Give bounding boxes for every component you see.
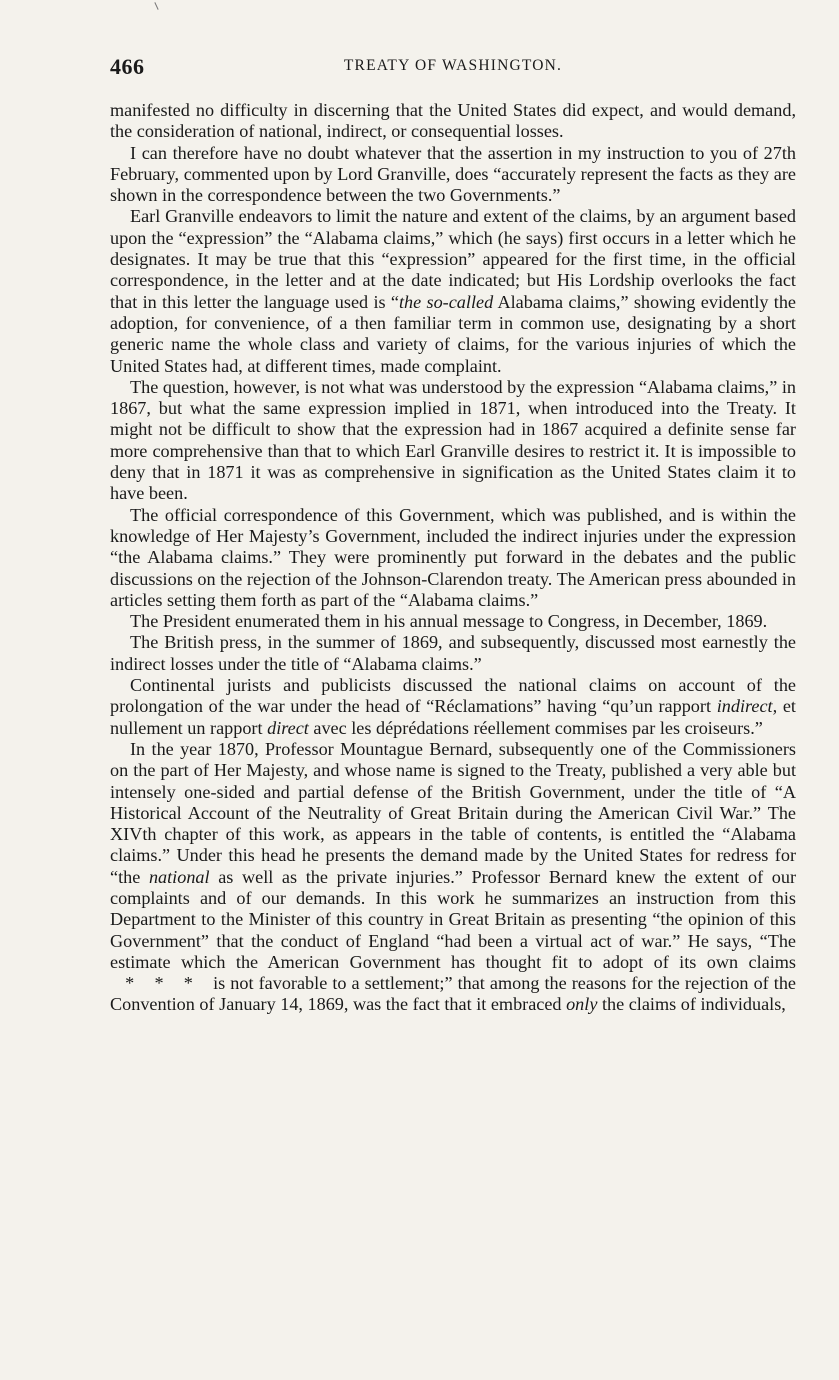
italic-text: indirect, bbox=[716, 696, 778, 717]
paragraph-text: The question, however, is not what was understood by the expression “Alabama claims,” in 1867, but what the same expression implied in 1871, when introduced into the Treaty. It might not be difficult to show that the expression had in 1867 acquired a definite sense far more comprehensive than that to which Earl Granville desires to restrict it. It is impossible to deny that in 1871 it was as comprehensive in signification as the United States claim it to have been. bbox=[110, 376, 796, 504]
body-text bbox=[110, 100, 796, 1016]
running-head bbox=[110, 54, 796, 78]
paragraph bbox=[110, 675, 796, 739]
paragraph-text: avec les déprédations réellement commises par les croiseurs.” bbox=[308, 717, 763, 738]
paragraph-text: as well as the private injuries.” Professor Bernard knew the extent of our complaints and of our demands. In this work he summarizes an instruction from this Department to the Minister of this country in Great Britain as presenting “the opinion of this Government” that the conduct of England “had been a virtual act of war.” He says, “The estimate which the American Government has thought fit to adopt of its own claims * * * is not favorable to a settlement;” that among the reasons for the rejection of the Convention of January 14, 1869, was the fact that it embraced bbox=[110, 866, 797, 1015]
paragraph bbox=[110, 739, 796, 1016]
paragraph-text: manifested no difficulty in discerning that the United States did expect, and would demand, the consideration of national, indirect, or consequential losses. bbox=[110, 100, 796, 142]
paragraph bbox=[110, 632, 796, 675]
paragraph bbox=[110, 206, 796, 376]
book-page bbox=[110, 54, 796, 1016]
italic-text: the so-called bbox=[398, 291, 494, 312]
stray-scan-mark bbox=[154, 2, 158, 10]
paragraph-text: I can therefore have no doubt whatever that the assertion in my instruction to you of 27th February, commented upon by Lord Granville, does “accurately represent the facts as they are shown in the correspondence between the two Governments.” bbox=[110, 142, 796, 206]
paragraph-text: In the year 1870, Professor Mountague Bernard, subsequently one of the Commissioners on the part of Her Majesty, and whose name is signed to the Treaty, published a very able but intensely one-sided and partial defense of the British Government, under the title of “A Historical Account of the Neutrality of Great Britain during the American Civil War.” The XIVth chapter of this work, as appears in the table of contents, is entitled the “Alabama claims.” Under this head he presents the demand made by the United States for redress for “the bbox=[110, 738, 796, 887]
italic-text: only bbox=[566, 994, 598, 1015]
paragraph-text: The official correspondence of this Government, which was published, and is within the knowledge of Her Majesty’s Government, included the indirect injuries under the expression “the Alabama claims.” They were prominently put forward in the debates and the public discussions on the rejection of the Johnson-Clarendon treaty. The American press abounded in articles setting them forth as part of the “Alabama claims.” bbox=[110, 504, 796, 610]
paragraph-text: Alabama claims,” showing evidently the adoption, for convenience, of a then familiar term in common use, designating by a short generic name the whole class and variety of claims, for the various injuries of which the United States had, at different times, made complaint. bbox=[110, 291, 797, 376]
paragraph-text: et nullement un rapport bbox=[110, 696, 796, 738]
paragraph bbox=[110, 611, 796, 632]
paragraph bbox=[110, 505, 796, 611]
paragraph-text: Continental jurists and publicists discussed the national claims on account of the prolongation of the war under the head of “Réclamations” having “qu’un rapport bbox=[110, 675, 796, 717]
italic-text: direct bbox=[267, 717, 309, 738]
paragraph bbox=[110, 143, 796, 207]
running-title: TREATY OF WASHINGTON. bbox=[343, 57, 563, 74]
italic-text: national bbox=[148, 866, 210, 887]
paragraph-text: Earl Granville endeavors to limit the nature and extent of the claims, by an argument based upon the “expression” the “Alabama claims,” which (he says) first occurs in a letter which he designates. It may be true that this “expression” appeared for the first time, in the official correspondence, in the letter and at the date indicated; but His Lordship overlooks the fact that in this letter the language used is “ bbox=[110, 206, 796, 312]
paragraph-text: The President enumerated them in his annual message to Congress, in December, 1869. bbox=[130, 611, 768, 632]
paragraph bbox=[110, 377, 796, 505]
page-number: 466 bbox=[110, 54, 145, 79]
paragraph-text: The British press, in the summer of 1869, and subsequently, discussed most earnestly the indirect losses under the title of “Alabama claims.” bbox=[110, 632, 796, 674]
paragraph-text: the claims of individuals, bbox=[597, 994, 786, 1015]
paragraph bbox=[110, 100, 796, 143]
